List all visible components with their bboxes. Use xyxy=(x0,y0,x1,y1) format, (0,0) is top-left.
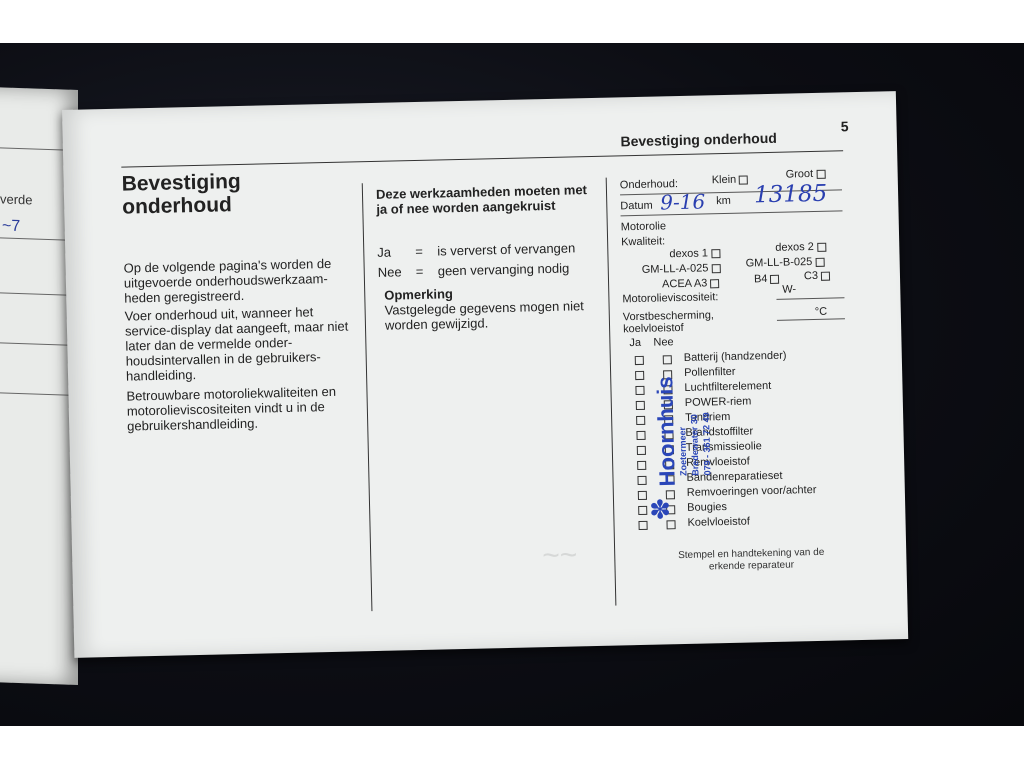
dexos1-text: dexos 1 xyxy=(669,247,709,261)
stamp-caption: Stempel en handtekening van de erkende reparateur xyxy=(678,546,825,573)
faint-watermark: ~~ xyxy=(541,538,578,573)
checklist-item-label: Remvloeistof xyxy=(686,455,750,469)
checkbox[interactable] xyxy=(710,279,719,288)
ja-checkbox[interactable] xyxy=(637,476,646,485)
klein-text: Klein xyxy=(711,173,737,187)
checklist-item-label: Bandenreparatieset xyxy=(686,469,783,484)
celsius-label: °C xyxy=(814,305,828,318)
ja-checkbox[interactable] xyxy=(635,386,644,395)
gm-b-text: GM-LL-B-025 xyxy=(745,256,813,270)
groot-label xyxy=(786,168,826,181)
stamp-address-line: Bredewater 30 xyxy=(689,414,701,476)
page-number: 5 xyxy=(840,118,849,135)
running-title: Bevestiging onderhoud xyxy=(620,129,777,150)
checkbox[interactable] xyxy=(817,242,826,251)
booklet xyxy=(62,91,908,668)
motorolie-label: Motorolie xyxy=(620,220,667,234)
gm-a-text: GM-LL-A-025 xyxy=(641,262,709,276)
col2-heading: Deze werkzaamheden moeten met ja of nee worden aangekruist xyxy=(375,182,588,217)
form-line xyxy=(776,297,844,300)
legend-ja-value: is ververst of vervangen xyxy=(437,240,576,259)
header-rule xyxy=(121,150,843,167)
handwritten-date: 9-16 xyxy=(659,189,706,215)
checkbox[interactable] xyxy=(711,249,720,258)
ja-checkbox[interactable] xyxy=(637,446,646,455)
viscosity-w: W- xyxy=(782,283,797,296)
left-page-word: verde xyxy=(0,191,33,208)
checkbox[interactable] xyxy=(711,264,720,273)
ja-checkbox[interactable] xyxy=(636,431,645,440)
top-band xyxy=(0,0,1024,43)
datum-label: Datum xyxy=(620,199,653,213)
koelvloeistof-label: koelvloeistof xyxy=(622,321,684,336)
dexos2-text: dexos 2 xyxy=(775,240,814,254)
c3-option xyxy=(804,270,830,283)
ja-checkbox[interactable] xyxy=(638,506,647,515)
right-page xyxy=(62,91,908,658)
legend-equals: = xyxy=(415,263,424,280)
legend-ja-key: Ja xyxy=(377,244,392,260)
intro-paragraph: Op de volgende pagina's worden de uitgevoerde onderhoudswerkzaam-heden geregistreerd. xyxy=(123,255,332,306)
checklist-item-label: Brandstoffilter xyxy=(685,425,754,439)
legend-nee-value: geen vervanging nodig xyxy=(437,260,570,279)
remark-title: Opmerking xyxy=(384,286,454,303)
checkbox[interactable] xyxy=(821,271,830,280)
checklist-item-label: Bougies xyxy=(687,501,728,514)
checklist-item-label: Batterij (handzender) xyxy=(683,349,787,364)
ja-checkbox[interactable] xyxy=(637,461,646,470)
oil-paragraph: Betrouwbare motoroliekwaliteiten en motorolieviscositeiten vindt u in de gebruikershandleiding. xyxy=(126,383,337,434)
gm-a-option xyxy=(642,262,721,276)
ja-checkbox[interactable] xyxy=(636,401,645,410)
checklist-item-label: Transmissieolie xyxy=(685,440,762,454)
dexos2-option xyxy=(775,241,826,254)
ja-checkbox[interactable] xyxy=(635,371,644,380)
onderhoud-label: Onderhoud: xyxy=(619,178,679,192)
ja-checkbox[interactable] xyxy=(638,491,647,500)
instruction-paragraph: Voer onderhoud uit, wanneer het service-display dat aangeeft, maar niet later dan de vermelde onder-houdsintervallen in de gebruikers-handleiding. xyxy=(124,304,349,384)
dexos1-option xyxy=(669,247,720,260)
b4-text: B4 xyxy=(753,273,768,286)
acea-option xyxy=(662,277,720,290)
checkbox[interactable] xyxy=(739,175,748,184)
checkbox[interactable] xyxy=(770,274,779,283)
checklist-item-label: Luchtfilterelement xyxy=(684,379,772,394)
km-label: km xyxy=(716,194,732,208)
vorst-label: Vorstbescherming, xyxy=(622,309,715,324)
stamp-brand: Hoornhuis xyxy=(652,376,680,487)
checklist-item-label: Remvoeringen voor/achter xyxy=(686,483,817,499)
ja-header: Ja xyxy=(629,336,642,350)
stamp-phone: 079 - 361 72 49 xyxy=(701,412,713,476)
heading-line: Bevestiging xyxy=(121,169,241,196)
acea-text: ACEA A3 xyxy=(661,277,708,291)
kwaliteit-label: Kwaliteit: xyxy=(621,235,666,249)
heading-line: onderhoud xyxy=(121,193,233,219)
legend-nee-key: Nee xyxy=(377,264,402,280)
c3-text: C3 xyxy=(803,269,819,283)
handwritten-km: 13185 xyxy=(753,180,828,209)
gm-b-option xyxy=(746,256,825,270)
remark-text: Vastgelegde gegevens mogen niet worden gewijzigd. xyxy=(384,298,584,333)
flower-logo-icon: ✽ xyxy=(648,494,672,525)
checklist-item-label: POWER-riem xyxy=(684,395,752,409)
stamp-address-line: Zoetermeer xyxy=(677,426,689,477)
nee-header: Nee xyxy=(653,336,674,349)
ja-checkbox[interactable] xyxy=(635,356,644,365)
bottom-band xyxy=(0,726,1024,768)
legend-equals: = xyxy=(415,243,424,260)
checkbox[interactable] xyxy=(815,257,824,266)
form-line xyxy=(777,318,845,321)
left-page-handwriting: ~7 xyxy=(2,217,21,236)
left-page-line xyxy=(0,392,78,396)
checkbox[interactable] xyxy=(816,169,825,178)
b4-option xyxy=(754,273,780,286)
checklist-item-label: Pollenfilter xyxy=(683,365,736,379)
checklist-item-label: Tandriem xyxy=(685,410,731,424)
column-divider xyxy=(606,178,617,606)
checklist-item-label: Koelvloeistof xyxy=(687,515,751,529)
klein-label xyxy=(712,173,749,186)
ja-checkbox[interactable] xyxy=(638,521,647,530)
section-heading xyxy=(121,168,342,219)
ja-checkbox[interactable] xyxy=(636,416,645,425)
viscosity-label: Motorolieviscositeit: xyxy=(622,291,719,306)
form-line xyxy=(621,210,843,216)
groot-text: Groot xyxy=(785,167,814,181)
column-divider xyxy=(362,183,373,611)
